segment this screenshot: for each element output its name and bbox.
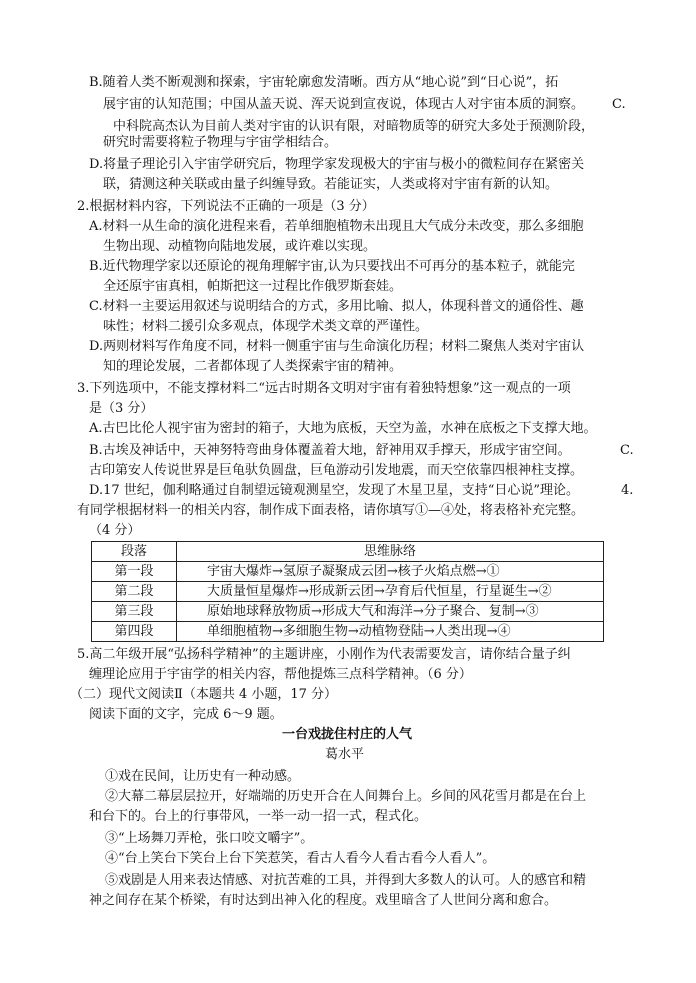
table-header-row (92, 542, 604, 562)
article-paragraph-5-line1: ⑤戏剧是人用来表达情感、对抗苦难的工具，并得到大多数人的认可。人的感官和精 (105, 873, 587, 888)
section-heading: （二）现代文阅读Ⅱ（本题共 4 小题，17 分） (70, 687, 338, 702)
q2-option-b-line1: B.近代物理学家以还原论的视角理解宇宙,认为只要找出不可再分的基本粒子，就能完 (89, 259, 575, 274)
thinking-chain-table (91, 541, 604, 642)
q3-option-d: D.17 世纪，伽利略通过自制望远镜观测星空，发现了木星卫星，支持“日心说”理论。 (89, 483, 580, 498)
table-cell-thinking: 单细胞植物→多细胞生物→动植物登陆→人类出现→④ (177, 622, 604, 642)
table-header-thinking: 思维脉络 (177, 542, 604, 562)
q4-score: （4 分） (89, 523, 141, 538)
q3-option-b: B.古埃及神话中，天神努特弯曲身体覆盖着大地，舒神用双手撑天，形成宇宙空间。 (89, 443, 571, 458)
q1-option-d-line1: D.将量子理论引入宇宙学研究后，物理学家发现极大的宇宙与极小的微粒间存在紧密关 (89, 157, 585, 172)
q2-option-c-line1: C.材料一主要运用叙述与说明结合的方式，多用比喻、拟人，体现科普文的通俗性、趣 (89, 299, 584, 314)
article-author: 葛水平 (325, 747, 365, 762)
q4-number-marker: 4. (621, 483, 634, 498)
reading-instruction: 阅读下面的文字，完成 6～9 题。 (89, 707, 283, 722)
table-cell-paragraph: 第四段 (92, 622, 177, 642)
q3-option-a: A.古巴比伦人视宇宙为密封的箱子，大地为底板，天空为盖，水神在底板之下支撑大地。 (89, 421, 597, 436)
article-paragraph-5-line2: 神之间存在某个桥梁，有时达到出神入化的程度。戏里暗含了人世间分离和愈合。 (89, 893, 558, 908)
table-cell-paragraph: 第三段 (92, 602, 177, 622)
q1-option-d-line2: 联，猜测这种关联或由量子纠缠导致。若能证实，人类或将对宇宙有新的认知。 (103, 177, 559, 192)
q5-line1: 5.高二年级开展“弘扬科学精神”的主题讲座，小刚作为代表需要发言，请你结合量子纠 (77, 647, 571, 662)
article-paragraph-2-line1: ②大幕二幕层层拉开，好端端的历史开合在人间舞台上。乡间的风花雪月都是在台上 (105, 789, 587, 804)
article-paragraph-3: ③“上场舞刀弄枪，张口咬文嚼字”。 (105, 831, 314, 846)
table-cell-paragraph: 第二段 (92, 582, 177, 602)
table-cell-thinking: 原始地球释放物质→形成大气和海洋→分子聚合、复制→③ (177, 602, 604, 622)
q2-option-a-line2: 生物出现、动植物向陆地发展，或许难以实现。 (103, 239, 377, 254)
table-cell-thinking: 宇宙大爆炸→氢原子凝聚成云团→核子火焰点燃→① (177, 562, 604, 582)
q2-option-d-line1: D.两则材料写作角度不同，材料一侧重宇宙与生命演化历程；材料二聚焦人类对宇宙认 (89, 339, 585, 354)
table-cell-thinking: 大质量恒星爆炸→形成新云团→孕育后代恒星，行星诞生→② (177, 582, 604, 602)
q1-option-c-line1: 中科院高杰认为目前人类对宇宙的认识有限，对暗物质等的研究大多处于预测阶段， (113, 119, 595, 134)
table-row (92, 582, 604, 602)
q3-stem-line1: 3.下列选项中，不能支撑材料二“远古时期各文明对宇宙有着独特想象”这一观点的一项 (77, 381, 571, 396)
q3-stem-line2: 是（3 分） (89, 401, 154, 416)
q1-option-b-line2: 展宇宙的认知范围；中国从盖天说、浑天说到宣夜说，体现古人对宇宙本质的洞察。 (103, 97, 585, 112)
q3-option-c: 古印第安人传说世界是巨龟驮负圆盘，巨龟游动引发地震，而天空依靠四根神柱支撑。 (89, 463, 584, 478)
table-row (92, 622, 604, 642)
table-row (92, 562, 604, 582)
q3-option-c-marker: C. (620, 443, 634, 458)
table-header-paragraph: 段落 (92, 542, 177, 562)
q4-stem: 有同学根据材料一的相关内容，制作成下面表格，请你填写①—④处，将表格补充完整。 (77, 503, 585, 518)
table-cell-paragraph: 第一段 (92, 562, 177, 582)
q2-option-d-line2: 知的理论发展，二者都体现了人类探索宇宙的精神。 (103, 359, 403, 374)
q2-option-c-line2: 味性；材料二援引众多观点，体现学术类文章的严谨性。 (103, 319, 429, 334)
table-row (92, 602, 604, 622)
q2-option-a-line1: A.材料一从生命的演化进程来看，若单细胞植物未出现且大气成分未改变，那么多细胞 (89, 219, 584, 234)
article-title: 一台戏拢住村庄的人气 (282, 727, 413, 742)
article-paragraph-2-line2: 和台下的。台上的行事带风，一举一动一招一式，程式化。 (89, 809, 428, 824)
q1-option-b-line1: B.随着人类不断观测和探索，宇宙轮廓愈发清晰。西方从“地心说”到“日心说”，拓 (89, 75, 559, 90)
q1-option-c-marker: C. (612, 97, 626, 112)
article-paragraph-4: ④“台上笑台下笑台上台下笑惹笑，看古人看今人看古看今人看人”。 (105, 851, 496, 866)
article-paragraph-1: ①戏在民间，让历史有一种动感。 (105, 769, 301, 784)
q5-line2: 缠理论应用于宇宙学的相关内容，帮他提炼三点科学精神。（6 分） (89, 667, 472, 682)
q1-option-c-line2: 研究时需要将粒子物理与宇宙学相结合。 (103, 135, 338, 150)
q2-stem: 2.根据材料内容，下列说法不正确的一项是（3 分） (77, 199, 375, 214)
q2-option-b-line2: 全还原宇宙真相，帕斯把这一过程比作俄罗斯套娃。 (103, 279, 403, 294)
